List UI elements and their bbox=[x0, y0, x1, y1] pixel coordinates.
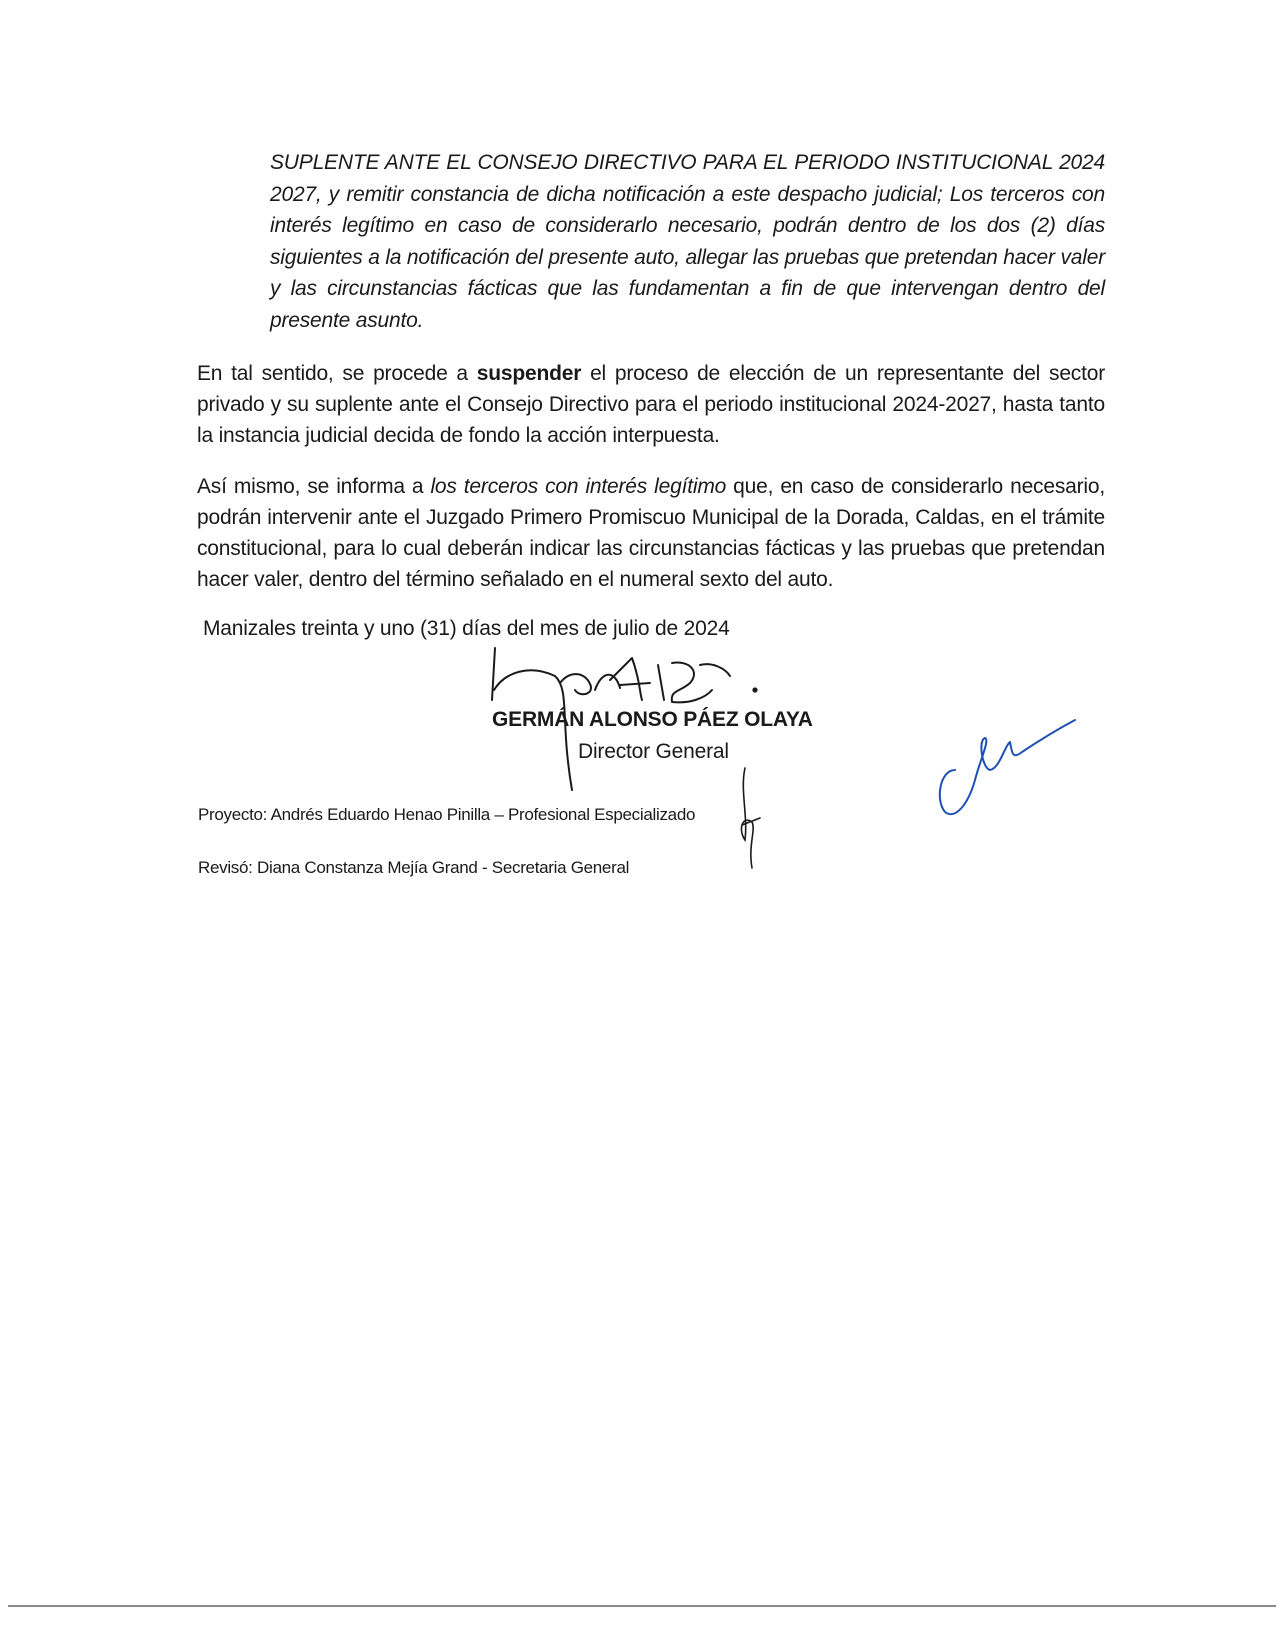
third-parties-paragraph bbox=[197, 471, 1105, 595]
suspend-keyword: suspender bbox=[476, 362, 582, 385]
signer-role: Director General bbox=[578, 740, 729, 763]
prepared-by-credit: Proyecto: Andrés Eduardo Henao Pinilla – Profesional Especializado bbox=[198, 805, 696, 824]
third-parties-paragraph-end: que, en caso de considerarlo necesario, podrán intervenir ante el Juzgado Primero Promiscuo Municipal de la Dorada, Caldas, en el trámite constitucional, para lo cual deberán indicar las circunstancias fácticas y las pruebas que pretendan hacer valer, dentro del término señalado en el numeral sexto del auto. bbox=[197, 475, 1105, 591]
reviewed-by-credit: Revisó: Diana Constanza Mejía Grand - Secretaria General bbox=[198, 858, 630, 877]
suspension-paragraph-start: En tal sentido, se procede a bbox=[197, 362, 477, 385]
third-parties-paragraph-start: Así mismo, se informa a bbox=[197, 475, 431, 498]
suspension-paragraph-end: el proceso de elección de un representante del sector privado y su suplente ante el Consejo Directivo para el periodo institucional 2024-2027, hasta tanto la instancia judicial decida de fondo la acción interpuesta. bbox=[197, 362, 1106, 447]
quoted-order-text: SUPLENTE ANTE EL CONSEJO DIRECTIVO PARA EL PERIODO INSTITUCIONAL 2024 2027, y remitir constancia de dicha notificación a este despacho judicial; Los terceros con interés legítimo en caso de considerarlo necesario, podrán dentro de los dos (2) días siguientes a la notificación del presente auto, allegar las pruebas que pretendan hacer valer y las circunstancias fácticas que las fundamentan a fin de que intervengan dentro del presente asunto. bbox=[270, 151, 1105, 332]
suspension-paragraph bbox=[197, 358, 1105, 451]
scan-bottom-rule bbox=[8, 1605, 1276, 1607]
initials-blue bbox=[940, 720, 1075, 814]
initials-black bbox=[741, 768, 760, 868]
signer-name: GERMÁN ALONSO PÁEZ OLAYA bbox=[492, 708, 813, 731]
third-parties-emphasis: los terceros con interés legítimo bbox=[430, 475, 727, 498]
place-and-date: Manizales treinta y uno (31) días del mes de julio de 2024 bbox=[203, 617, 730, 640]
